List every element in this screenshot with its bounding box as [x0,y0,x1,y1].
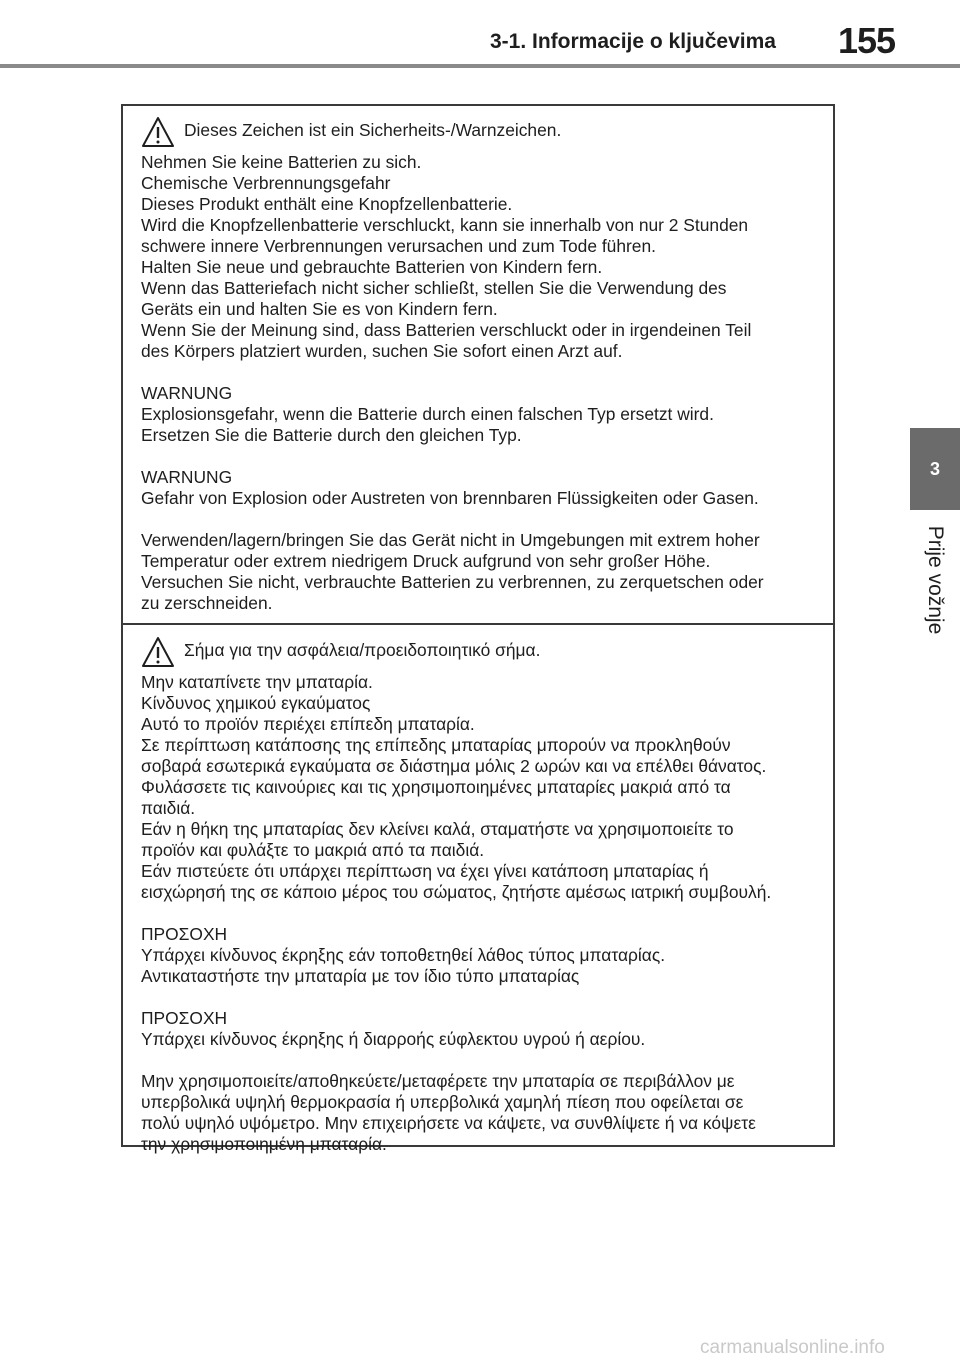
text-line: Gefahr von Explosion oder Austreten von brennbaren Flüssigkeiten oder Gasen. [141,488,759,508]
text-line: Wenn das Batteriefach nicht sicher schließt, stellen Sie die Verwendung des [141,278,727,298]
text-line: schwere innere Verbrennungen verursachen und zum Tode führen. [141,236,656,256]
text-line: Nehmen Sie keine Batterien zu sich. [141,152,422,172]
text-line: Υπάρχει κίνδυνος έκρηξης ή διαρροής εύφλεκτου υγρού ή αερίου. [141,1029,646,1049]
warning-triangle-icon [141,116,175,148]
text-line: zu zerschneiden. [141,593,273,613]
text-line: Ersetzen Sie die Batterie durch den gleichen Typ. [141,425,522,445]
text-line: προϊόν και φυλάξτε το μακριά από τα παιδιά. [141,840,485,860]
section-title: 3-1. Informacije o ključevima [490,30,776,53]
text-line: Αυτό το προϊόν περιέχει επίπεδη μπαταρία. [141,714,475,734]
text-line: Μην χρησιμοποιείτε/αποθηκεύετε/μεταφέρετε την μπαταρία σε περιβάλλον με [141,1071,735,1091]
chapter-number: 3 [929,458,940,479]
greek-icon-caption: Σήμα για την ασφάλεια/προειδοποιητικό σήμα. [184,640,541,660]
section-divider [123,623,833,625]
warning-triangle-icon [141,636,175,668]
page-number: 155 [838,20,896,61]
warning-paragraph [141,924,823,987]
warning-paragraph [141,152,823,362]
text-line: Μην καταπίνετε την μπαταρία. [141,672,373,692]
text-line: την χρησιμοποιημένη μπαταρία. [141,1134,387,1154]
warning-paragraph [141,1071,823,1155]
text-line: Dieses Produkt enthält eine Knopfzellenbatterie. [141,194,513,214]
text-line: εισχώρησή της σε κάποιο μέρος του σώματος, ζητήστε αμέσως ιατρική συμβουλή. [141,882,772,902]
text-line: Εάν πιστεύετε ότι υπάρχει περίπτωση να έχει γίνει κατάποση μπαταρίας ή [141,861,709,881]
text-line: Wird die Knopfzellenbatterie verschluckt, kann sie innerhalb von nur 2 Stunden [141,215,749,235]
german-paragraphs [141,152,823,635]
text-line: πολύ υψηλό υψόμετρο. Μην επιχειρήσετε να κάψετε, να συνθλίψετε ή να κόψετε [141,1113,756,1133]
text-line: Κίνδυνος χημικού εγκαύματος [141,693,371,713]
page-header [0,0,960,70]
text-line: Σε περίπτωση κατάποσης της επίπεδης μπαταρίας μπορούν να προκληθούν [141,735,731,755]
text-line: υπερβολικά υψηλή θερμοκρασία ή υπερβολικά χαμηλή πίεση που οφείλεται σε [141,1092,744,1112]
greek-paragraphs [141,672,823,1176]
text-line: ΠΡΟΣΟΧΗ [141,924,228,944]
text-line: Verwenden/lagern/bringen Sie das Gerät nicht in Umgebungen mit extrem hoher [141,530,760,550]
text-line: Halten Sie neue und gebrauchte Batterien von Kindern fern. [141,257,603,277]
text-line: Wenn Sie der Meinung sind, dass Batterien verschluckt oder in irgendeinen Teil [141,320,752,340]
text-line: ΠΡΟΣΟΧΗ [141,1008,228,1028]
warning-paragraph [141,672,823,903]
text-line: WARNUNG [141,467,233,487]
german-icon-caption: Dieses Zeichen ist ein Sicherheits-/Warnzeichen. [184,120,562,140]
watermark: carmanualsonline.info [700,1337,885,1358]
warning-paragraph [141,1008,823,1050]
text-line: παιδιά. [141,798,196,818]
text-line: Geräts ein und halten Sie es von Kindern fern. [141,299,498,319]
text-line: σοβαρά εσωτερικά εγκαύματα σε διάστημα μόλις 2 ωρών και να επέλθει θάνατος. [141,756,767,776]
german-icon-row [141,114,561,150]
german-warning-section [123,106,833,624]
text-line: Versuchen Sie nicht, verbrauchte Batterien zu verbrennen, zu zerquetschen oder [141,572,764,592]
chapter-tab[interactable] [910,428,960,510]
text-line: Εάν η θήκη της μπαταρίας δεν κλείνει καλά, σταματήστε να χρησιμοποιείτε το [141,819,734,839]
text-line: Αντικαταστήστε την μπαταρία με τον ίδιο τύπο μπαταρίας [141,966,580,986]
greek-warning-section [123,626,833,1154]
text-line: Chemische Verbrennungsgefahr [141,173,391,193]
greek-icon-row [141,634,540,670]
warning-paragraph [141,467,823,509]
text-line: Υπάρχει κίνδυνος έκρηξης εάν τοποθετηθεί λάθος τύπος μπαταρίας. [141,945,666,965]
text-line: Φυλάσσετε τις καινούριες και τις χρησιμοποιημένες μπαταρίες μακριά από τα [141,777,731,797]
text-line: des Körpers platziert wurden, suchen Sie sofort einen Arzt auf. [141,341,623,361]
warning-paragraph [141,383,823,446]
battery-warning-box [121,104,835,1154]
chapter-label: Prije vožnje [924,525,947,635]
text-line: WARNUNG [141,383,233,403]
text-line: Explosionsgefahr, wenn die Batterie durch einen falschen Typ ersetzt wird. [141,404,714,424]
text-line: Temperatur oder extrem niedrigem Druck aufgrund von sehr großer Höhe. [141,551,711,571]
warning-paragraph [141,530,823,614]
header-divider [0,64,960,68]
